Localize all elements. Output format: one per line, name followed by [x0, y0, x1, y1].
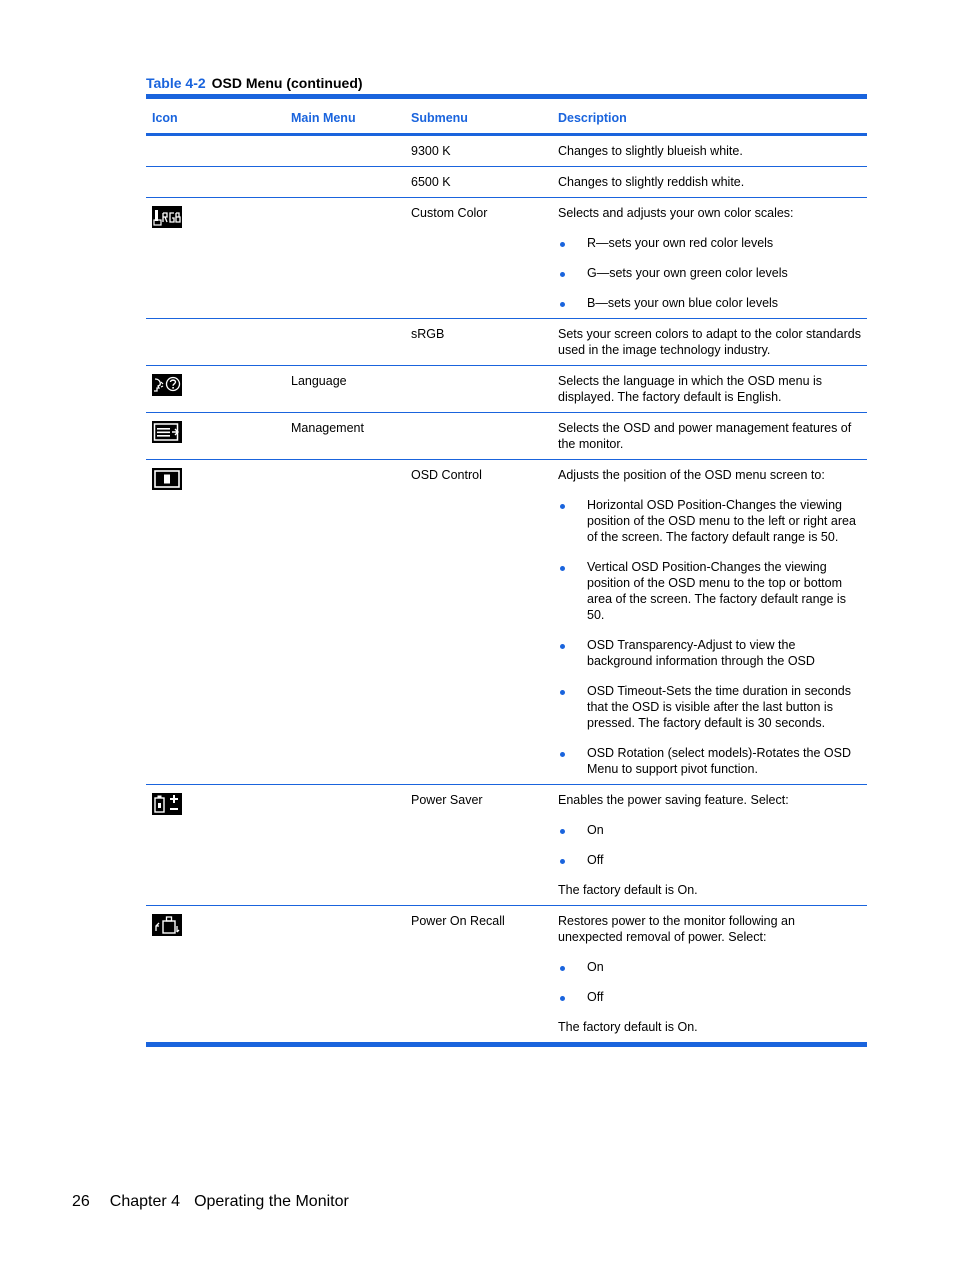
list-item: OSD Rotation (select models)-Rotates the OSD Menu to support pivot function. [558, 745, 863, 777]
header-main-menu: Main Menu [291, 111, 356, 125]
description-text: Restores power to the monitor following an unexpected removal of power. Select: [558, 914, 795, 944]
list-item: Horizontal OSD Position-Changes the viewing position of the OSD menu to the left or right area of the screen. The factory default range is 50. [558, 497, 863, 545]
chapter-label: Chapter 4 [109, 1193, 181, 1210]
chapter-title: Operating the Monitor [194, 1193, 349, 1210]
bullet-list [558, 235, 863, 311]
submenu-cell: 6500 K [411, 175, 451, 189]
power-on-recall-icon [152, 914, 182, 936]
description-text: Changes to slightly reddish white. [558, 175, 745, 189]
table-caption [146, 75, 363, 91]
description-note: The factory default is On. [558, 883, 698, 897]
table-number: Table 4-2 [146, 75, 206, 91]
table-row [146, 785, 867, 906]
list-item: Off [558, 852, 863, 868]
bullet-list [558, 959, 863, 1005]
description-text: Selects the language in which the OSD menu is displayed. The factory default is English. [558, 374, 823, 404]
list-item: Vertical OSD Position-Changes the viewing position of the OSD menu to the top or bottom area of the screen. The factory default range is 50. [558, 559, 863, 623]
list-item: OSD Timeout-Sets the time duration in seconds that the OSD is visible after the last button is pressed. The factory default is 30 seconds. [558, 683, 863, 731]
submenu-cell: 9300 K [411, 144, 451, 158]
header-description: Description [558, 111, 627, 125]
list-item: B—sets your own blue color levels [558, 295, 863, 311]
description-cell [552, 785, 867, 905]
description-text: Enables the power saving feature. Select: [558, 793, 789, 807]
description-cell [552, 460, 867, 784]
description-text: Selects and adjusts your own color scales: [558, 206, 794, 220]
table-row [146, 906, 867, 1042]
list-item: On [558, 959, 863, 975]
custom-color-rgb-icon [152, 206, 182, 228]
description-text: Changes to slightly blueish white. [558, 144, 743, 158]
description-cell [552, 167, 867, 197]
list-item: R—sets your own red color levels [558, 235, 863, 251]
main-menu-cell: Management [291, 421, 364, 435]
language-icon [152, 374, 182, 396]
table-row [146, 167, 867, 198]
table-row [146, 460, 867, 785]
management-icon [152, 421, 182, 443]
list-item: OSD Transparency-Adjust to view the background information through the OSD [558, 637, 863, 669]
description-cell [552, 198, 867, 318]
submenu-cell: Power Saver [411, 793, 483, 807]
page-number: 26 [72, 1193, 90, 1210]
bullet-list [558, 822, 863, 868]
description-text: Selects the OSD and power management features of the monitor. [558, 421, 852, 451]
table-row [146, 413, 867, 460]
description-cell [552, 906, 867, 1042]
list-item: On [558, 822, 863, 838]
table-row [146, 366, 867, 413]
header-submenu: Submenu [411, 111, 468, 125]
description-text: Adjusts the position of the OSD menu screen to: [558, 468, 825, 482]
description-cell [552, 136, 867, 166]
table-row [146, 136, 867, 167]
submenu-cell: Power On Recall [411, 914, 505, 928]
table-row [146, 198, 867, 319]
osd-control-icon [152, 468, 182, 490]
table-header-row [146, 99, 867, 136]
submenu-cell: OSD Control [411, 468, 482, 482]
bullet-list [558, 497, 863, 777]
page-footer [72, 1193, 349, 1211]
description-cell [552, 366, 867, 412]
table-title: OSD Menu (continued) [211, 75, 363, 91]
description-cell [552, 319, 867, 365]
osd-menu-table [146, 94, 867, 1047]
submenu-cell: Custom Color [411, 206, 488, 220]
list-item: G—sets your own green color levels [558, 265, 863, 281]
description-text: Sets your screen colors to adapt to the color standards used in the image technology industry. [558, 327, 861, 357]
main-menu-cell: Language [291, 374, 347, 388]
table-row [146, 319, 867, 366]
list-item: Off [558, 989, 863, 1005]
header-icon: Icon [152, 111, 178, 125]
description-note: The factory default is On. [558, 1020, 698, 1034]
submenu-cell: sRGB [411, 327, 445, 341]
description-cell [552, 413, 867, 459]
power-saver-icon [152, 793, 182, 815]
